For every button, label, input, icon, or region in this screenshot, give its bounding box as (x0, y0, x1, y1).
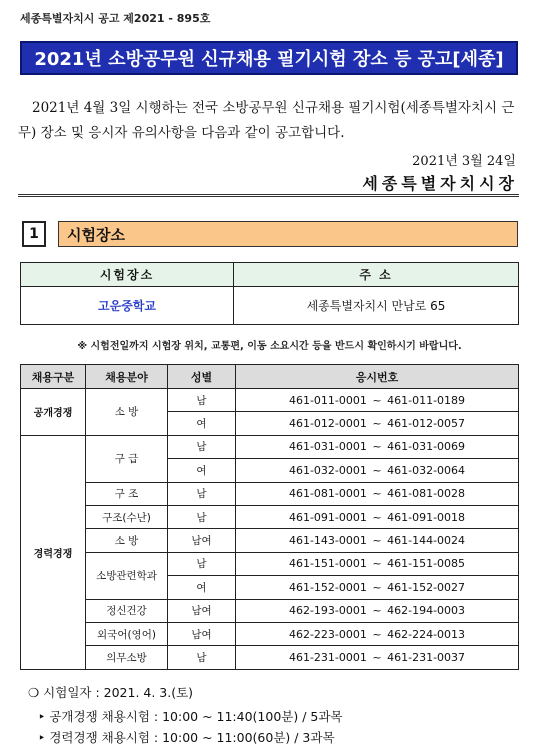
venue-school: 고운중학교 (21, 287, 234, 325)
col-number: 응시번호 (236, 365, 519, 389)
table-row (21, 287, 519, 325)
field-structure: 구 조 (86, 482, 168, 505)
section-title: 시험장소 (58, 221, 518, 247)
range-cell: 461-031-0001 ~ 461-031-0069 (236, 435, 519, 458)
range-cell: 461-231-0001 ~ 461-231-0037 (236, 646, 519, 669)
venue-table (20, 262, 519, 325)
section-number: 1 (22, 221, 46, 247)
divider (18, 194, 519, 197)
page-title: 2021년 소방공무원 신규채용 필기시험 장소 등 공고[세종] (20, 41, 518, 75)
field-fire: 소 방 (86, 389, 168, 436)
range-cell: 461-032-0001 ~ 461-032-0064 (236, 459, 519, 482)
venue-header: 시험장소 (21, 263, 234, 287)
career-exam-time: ‣ 경력경쟁 채용시험 : 10:00 ~ 11:00(60분) / 3과목 (38, 730, 335, 745)
address-header: 주 소 (234, 263, 519, 287)
table-row (21, 599, 519, 622)
gender-cell: 남 (168, 552, 236, 575)
range-cell: 461-151-0001 ~ 461-151-0085 (236, 552, 519, 575)
notice-number: 세종특별자치시 공고 제2021 - 895호 (20, 12, 211, 25)
venue-note: ※ 시험전일까지 시험장 위치, 교통편, 이동 소요시간 등을 반드시 확인하시기 바랍니다. (77, 341, 462, 352)
table-row (21, 505, 519, 528)
field-rescue: 구 급 (86, 435, 168, 482)
table-row (21, 435, 519, 458)
notice-date: 2021년 3월 24일 (412, 154, 516, 169)
range-cell: 461-152-0001 ~ 461-152-0027 (236, 576, 519, 599)
gender-cell: 남여 (168, 622, 236, 645)
gender-cell: 남 (168, 646, 236, 669)
open-exam-time: ‣ 공개경쟁 채용시험 : 10:00 ~ 11:40(100분) / 5과목 (38, 709, 343, 724)
col-gender: 성별 (168, 365, 236, 389)
gender-cell: 남여 (168, 529, 236, 552)
field-fire-dept: 소방관련학과 (86, 552, 168, 599)
table-header-row (21, 365, 519, 389)
table-row (21, 552, 519, 575)
col-category: 채용구분 (21, 365, 86, 389)
range-cell: 462-223-0001 ~ 462-224-0013 (236, 622, 519, 645)
field-structure-water: 구조(수난) (86, 505, 168, 528)
gender-cell: 남여 (168, 599, 236, 622)
field-language: 외국어(영어) (86, 622, 168, 645)
gender-cell: 남 (168, 389, 236, 412)
gender-cell: 여 (168, 459, 236, 482)
range-cell: 461-081-0001 ~ 461-081-0028 (236, 482, 519, 505)
field-mental: 정신건강 (86, 599, 168, 622)
col-field: 채용분야 (86, 365, 168, 389)
table-row (21, 529, 519, 552)
field-medical: 의무소방 (86, 646, 168, 669)
group-open: 공개경쟁 (21, 389, 86, 436)
range-cell: 461-011-0001 ~ 461-011-0189 (236, 389, 519, 412)
exam-date: ❍ 시험일자 : 2021. 4. 3.(토) (28, 685, 194, 700)
gender-cell: 남 (168, 435, 236, 458)
field-fire-career: 소 방 (86, 529, 168, 552)
table-header-row (21, 263, 519, 287)
table-row (21, 389, 519, 412)
intro-paragraph: 2021년 4월 3일 시행하는 전국 소방공무원 신규채용 필기시험(세종특별자치시 근무) 장소 및 응시자 유의사항을 다음과 같이 공고합니다. (18, 100, 515, 141)
group-career: 경력경쟁 (21, 435, 86, 669)
gender-cell: 남 (168, 482, 236, 505)
range-cell: 462-193-0001 ~ 462-194-0003 (236, 599, 519, 622)
table-row (21, 646, 519, 669)
venue-address: 세종특별자치시 만남로 65 (234, 287, 519, 325)
exam-table (20, 364, 519, 670)
range-cell: 461-143-0001 ~ 461-144-0024 (236, 529, 519, 552)
range-cell: 461-012-0001 ~ 461-012-0057 (236, 412, 519, 435)
table-row (21, 482, 519, 505)
gender-cell: 남 (168, 505, 236, 528)
gender-cell: 여 (168, 412, 236, 435)
range-cell: 461-091-0001 ~ 461-091-0018 (236, 505, 519, 528)
signer-name: 세종특별자치시장 (362, 174, 518, 193)
table-row (21, 622, 519, 645)
gender-cell: 여 (168, 576, 236, 599)
